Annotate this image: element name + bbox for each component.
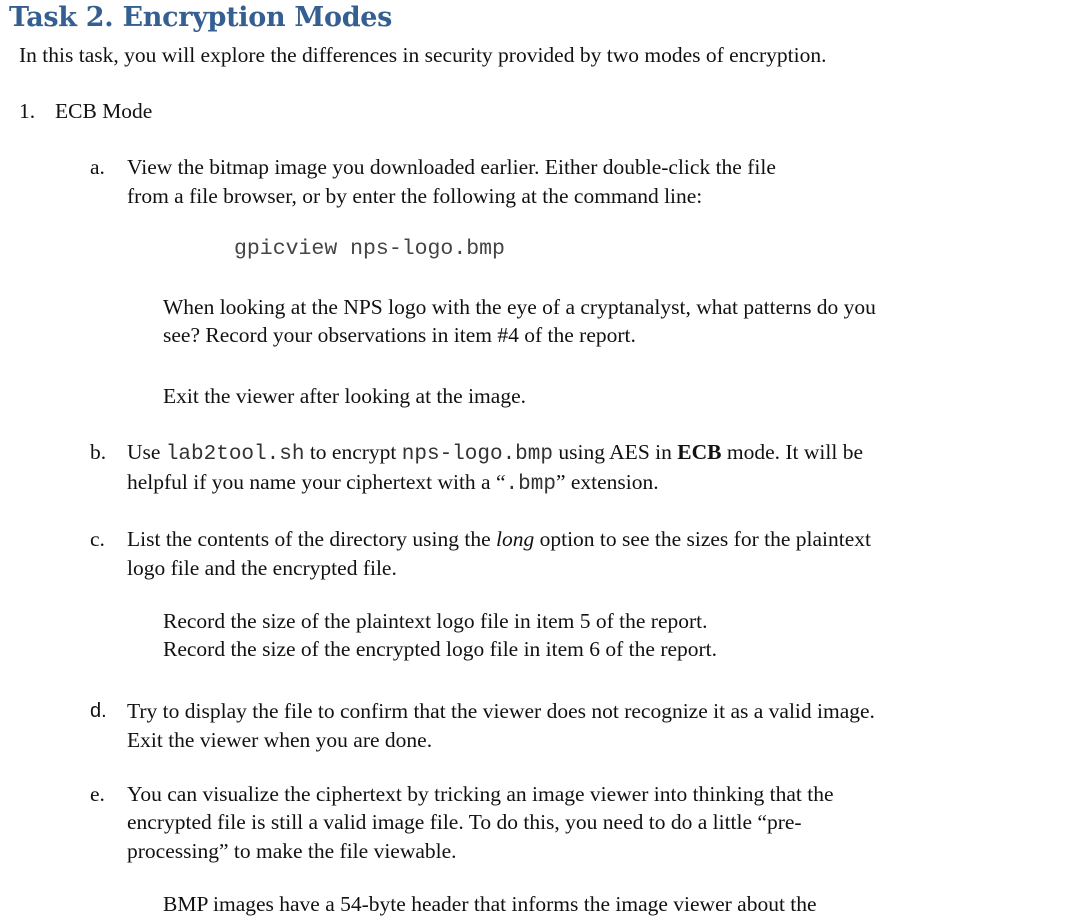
- item-b-line-2-end: ” extension.: [555, 470, 659, 494]
- item-b-to-encrypt-text: to encrypt: [309, 440, 397, 464]
- item-d-line-1: Try to display the file to confirm that the viewer does not recognize it as a valid image.: [127, 699, 875, 723]
- item-b-mode-rest: mode. It will be: [726, 440, 863, 464]
- item-c-line-1-start: List the contents of the directory using the: [127, 527, 491, 551]
- section-heading: ECB Mode: [55, 99, 153, 123]
- intro-paragraph: In this task, you will explore the differences in security provided by two modes of encryption.: [19, 43, 827, 67]
- item-b-using-text: using AES in: [558, 440, 672, 464]
- item-a-note-line-1: When looking at the NPS logo with the eye of a cryptanalyst, what patterns do you: [163, 295, 876, 319]
- item-a-marker: a.: [90, 155, 105, 179]
- item-b-line-2-start: helpful if you name your ciphertext with a “: [127, 470, 506, 494]
- input-file-name: nps-logo.bmp: [401, 443, 553, 466]
- item-c-record-1: Record the size of the plaintext logo file in item 5 of the report.: [163, 609, 708, 633]
- long-option-word: long: [496, 527, 535, 551]
- item-a-note-line-2: see? Record your observations in item #4 of the report.: [163, 323, 636, 347]
- page-title: Task 2. Encryption Modes: [9, 2, 393, 33]
- file-extension: .bmp: [505, 473, 556, 496]
- item-c-marker: c.: [90, 527, 105, 551]
- item-d-line-2: Exit the viewer when you are done.: [127, 728, 433, 752]
- item-a-exit-note: Exit the viewer after looking at the image.: [163, 384, 526, 408]
- item-e-cut-off-line: BMP images have a 54-byte header that informs the image viewer about the: [163, 892, 817, 916]
- command-line-example: gpicview nps-logo.bmp: [234, 237, 505, 261]
- item-b-line-2: [127, 468, 659, 500]
- item-a-line-1: View the bitmap image you downloaded earlier. Either double-click the file: [127, 155, 776, 179]
- item-e-line-3: processing” to make the file viewable.: [127, 839, 457, 863]
- item-e-marker: e.: [90, 782, 105, 806]
- item-b-use-text: Use: [127, 440, 161, 464]
- item-e-line-2: encrypted file is still a valid image file. To do this, you need to do a little “pre-: [127, 810, 802, 834]
- mode-name: ECB: [677, 440, 722, 464]
- item-c-line-1: [127, 525, 871, 554]
- item-b-line-1: [127, 438, 863, 470]
- item-b-marker: b.: [90, 440, 107, 464]
- item-e-line-1: You can visualize the ciphertext by tricking an image viewer into thinking that the: [127, 782, 834, 806]
- item-a-line-2: from a file browser, or by enter the following at the command line:: [127, 184, 703, 208]
- item-c-record-2: Record the size of the encrypted logo file in item 6 of the report.: [163, 637, 718, 661]
- item-c-line-2: logo file and the encrypted file.: [127, 556, 397, 580]
- tool-name: lab2tool.sh: [165, 443, 305, 466]
- item-d-marker: d.: [90, 700, 107, 722]
- section-number: 1.: [19, 99, 36, 123]
- item-c-line-1-end: option to see the sizes for the plaintext: [539, 527, 871, 551]
